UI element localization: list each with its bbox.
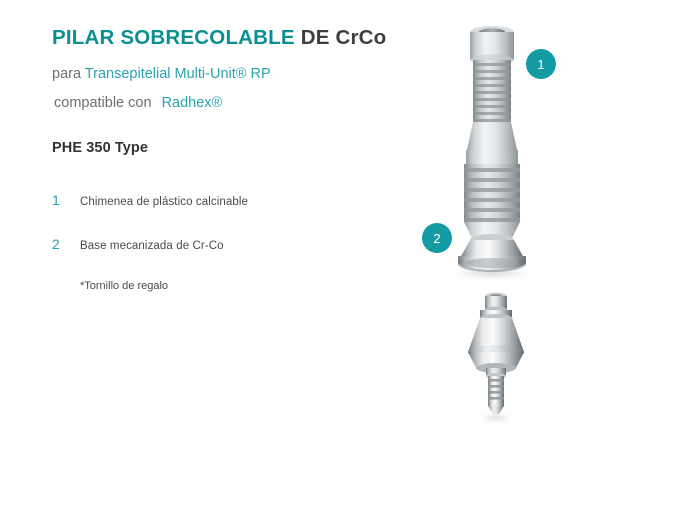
callout-marker-2[interactable]: 2 [422, 223, 452, 253]
list-item [52, 192, 412, 208]
subtitle-line [52, 65, 412, 85]
legend-number: 1 [52, 191, 60, 208]
legend-list [52, 192, 412, 252]
castable-sleeve [464, 26, 520, 238]
compatibility-prefix: compatible con [54, 95, 152, 112]
compatibility-line [52, 94, 412, 114]
compatibility-accent: Radhex® [161, 95, 223, 112]
callout-marker-1[interactable]: 1 [526, 49, 556, 79]
legend-label: Chimenea de plástico calcinable [80, 195, 249, 208]
machined-crco-base [458, 234, 526, 272]
list-item [52, 236, 412, 252]
subtitle-prefix: para [52, 65, 82, 82]
product-illustration [400, 0, 700, 500]
page-title-suffix: DE CrCo [300, 26, 387, 49]
multi-unit-abutment [468, 293, 524, 415]
subtitle-accent: Transepitelial Multi-Unit® RP [84, 65, 271, 82]
page-title [52, 26, 412, 51]
page-title-main: PILAR SOBRECOLABLE [52, 26, 295, 49]
footnote: *Tornillo de regalo [80, 279, 169, 292]
legend-number: 2 [52, 235, 60, 252]
legend-label: Base mecanizada de Cr-Co [80, 239, 224, 252]
product-type: PHE 350 Type [52, 139, 149, 156]
text-column [52, 26, 412, 292]
